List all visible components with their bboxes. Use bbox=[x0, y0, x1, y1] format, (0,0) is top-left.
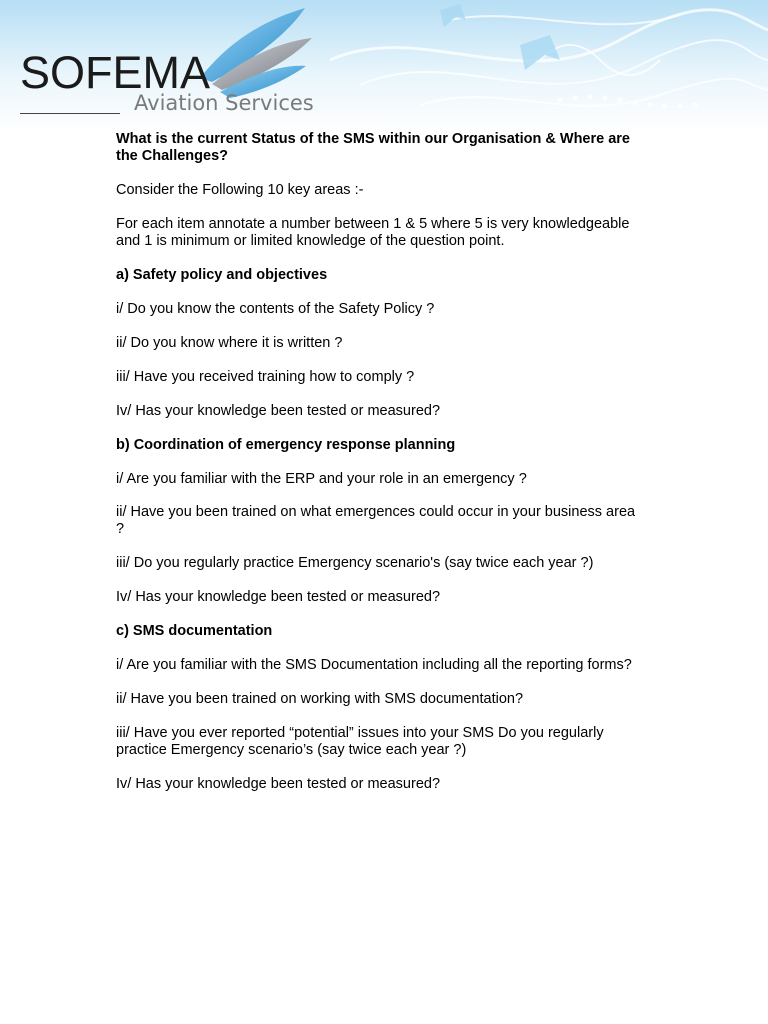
question-item: ii/ Do you know where it is written ? bbox=[116, 335, 343, 351]
question-item: iii/ Do you regularly practice Emergency scenario's (say twice each year ?) bbox=[116, 555, 594, 571]
intro-text: Consider the Following 10 key areas :- bbox=[116, 182, 364, 198]
brand-logo: SOFEMA bbox=[20, 47, 211, 98]
question-item: i/ Are you familiar with the ERP and your role in an emergency ? bbox=[116, 471, 527, 487]
document-title: What is the current Status of the SMS within our Organisation & Where are the Challenges? bbox=[116, 131, 630, 164]
brand-tagline: Aviation Services bbox=[134, 91, 314, 115]
page-header bbox=[0, 0, 768, 132]
section-heading-a: a) Safety policy and objectives bbox=[116, 267, 328, 283]
question-item: Iv/ Has your knowledge been tested or measured? bbox=[116, 589, 441, 605]
document-body bbox=[116, 131, 646, 793]
question-item: i/ Are you familiar with the SMS Documentation including all the reporting forms? bbox=[116, 657, 632, 673]
logo-underline bbox=[20, 113, 120, 114]
section-heading-c: c) SMS documentation bbox=[116, 623, 273, 639]
question-item: iii/ Have you ever reported “potential” issues into your SMS Do you regularly practice Emergency scenario’s (say twice each year ?) bbox=[116, 725, 604, 758]
question-item: ii/ Have you been trained on working with SMS documentation? bbox=[116, 691, 524, 707]
question-item: ii/ Have you been trained on what emergences could occur in your business area ? bbox=[116, 504, 636, 537]
question-item: Iv/ Has your knowledge been tested or measured? bbox=[116, 403, 441, 419]
question-item: Iv/ Has your knowledge been tested or measured? bbox=[116, 776, 441, 792]
question-item: iii/ Have you received training how to comply ? bbox=[116, 369, 415, 385]
question-item: i/ Do you know the contents of the Safety Policy ? bbox=[116, 301, 435, 317]
section-heading-b: b) Coordination of emergency response planning bbox=[116, 437, 456, 453]
instructions-text: For each item annotate a number between 1 & 5 where 5 is very knowledgeable and 1 is minimum or limited knowledge of the question point. bbox=[116, 216, 630, 249]
